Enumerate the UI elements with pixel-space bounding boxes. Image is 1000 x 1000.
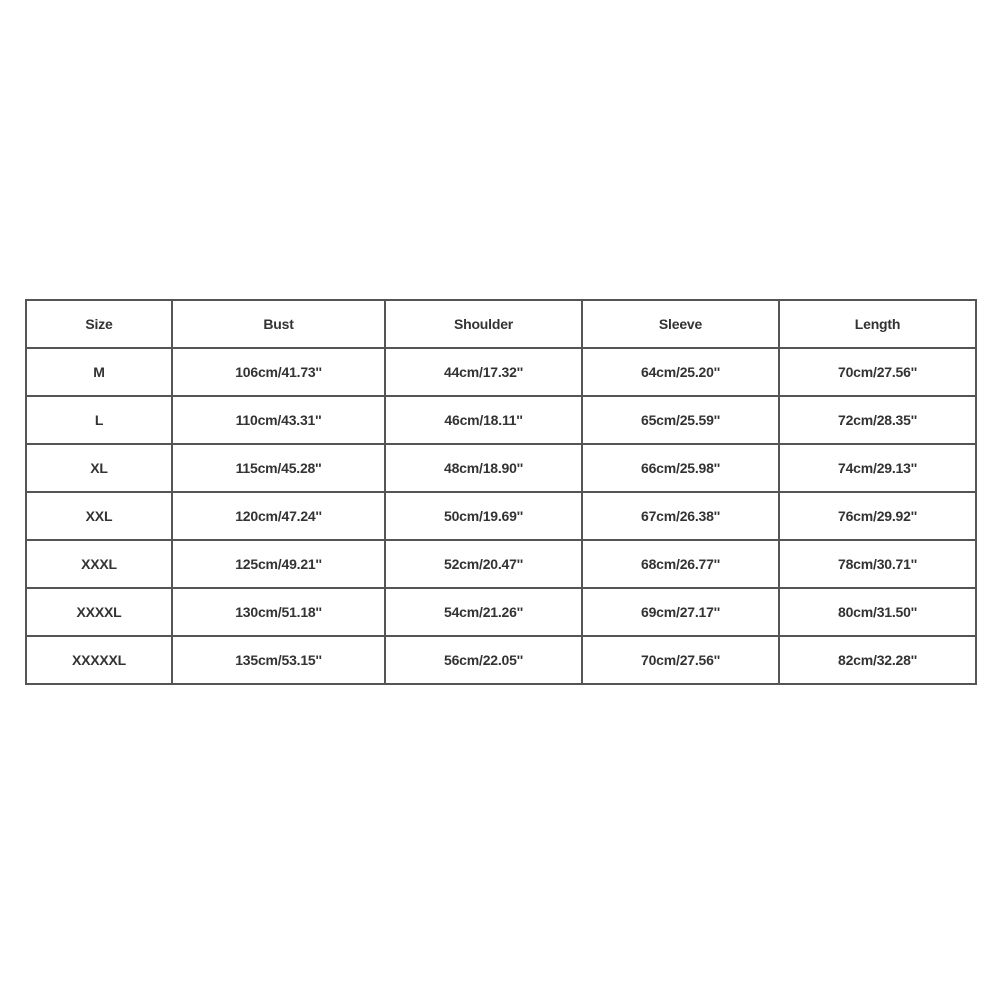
table-row: [26, 492, 976, 540]
table-row: [26, 396, 976, 444]
header-shoulder: Shoulder: [385, 300, 582, 348]
cell-size: XXXXXL: [26, 636, 172, 684]
cell-bust: 106cm/41.73'': [172, 348, 385, 396]
cell-shoulder: 44cm/17.32'': [385, 348, 582, 396]
cell-shoulder: 46cm/18.11'': [385, 396, 582, 444]
cell-length: 76cm/29.92'': [779, 492, 976, 540]
cell-length: 80cm/31.50'': [779, 588, 976, 636]
cell-size: XXXL: [26, 540, 172, 588]
cell-shoulder: 50cm/19.69'': [385, 492, 582, 540]
cell-bust: 125cm/49.21'': [172, 540, 385, 588]
cell-size: L: [26, 396, 172, 444]
table-row: [26, 348, 976, 396]
cell-bust: 115cm/45.28'': [172, 444, 385, 492]
cell-bust: 110cm/43.31'': [172, 396, 385, 444]
cell-length: 72cm/28.35'': [779, 396, 976, 444]
cell-sleeve: 68cm/26.77'': [582, 540, 779, 588]
cell-length: 78cm/30.71'': [779, 540, 976, 588]
cell-shoulder: 52cm/20.47'': [385, 540, 582, 588]
header-size: Size: [26, 300, 172, 348]
cell-shoulder: 48cm/18.90'': [385, 444, 582, 492]
header-row: [26, 300, 976, 348]
cell-size: M: [26, 348, 172, 396]
table-row: [26, 636, 976, 684]
cell-sleeve: 66cm/25.98'': [582, 444, 779, 492]
header-bust: Bust: [172, 300, 385, 348]
cell-sleeve: 70cm/27.56'': [582, 636, 779, 684]
cell-size: XL: [26, 444, 172, 492]
table-row: [26, 540, 976, 588]
cell-length: 82cm/32.28'': [779, 636, 976, 684]
cell-shoulder: 56cm/22.05'': [385, 636, 582, 684]
cell-sleeve: 64cm/25.20'': [582, 348, 779, 396]
cell-bust: 130cm/51.18'': [172, 588, 385, 636]
cell-sleeve: 65cm/25.59'': [582, 396, 779, 444]
header-length: Length: [779, 300, 976, 348]
size-chart-table: [25, 299, 977, 685]
table-header: [26, 300, 976, 348]
cell-shoulder: 54cm/21.26'': [385, 588, 582, 636]
cell-size: XXL: [26, 492, 172, 540]
cell-sleeve: 67cm/26.38'': [582, 492, 779, 540]
cell-size: XXXXL: [26, 588, 172, 636]
cell-bust: 120cm/47.24'': [172, 492, 385, 540]
table-row: [26, 588, 976, 636]
cell-sleeve: 69cm/27.17'': [582, 588, 779, 636]
cell-length: 74cm/29.13'': [779, 444, 976, 492]
cell-bust: 135cm/53.15'': [172, 636, 385, 684]
cell-length: 70cm/27.56'': [779, 348, 976, 396]
table-row: [26, 444, 976, 492]
header-sleeve: Sleeve: [582, 300, 779, 348]
table-body: [26, 348, 976, 684]
